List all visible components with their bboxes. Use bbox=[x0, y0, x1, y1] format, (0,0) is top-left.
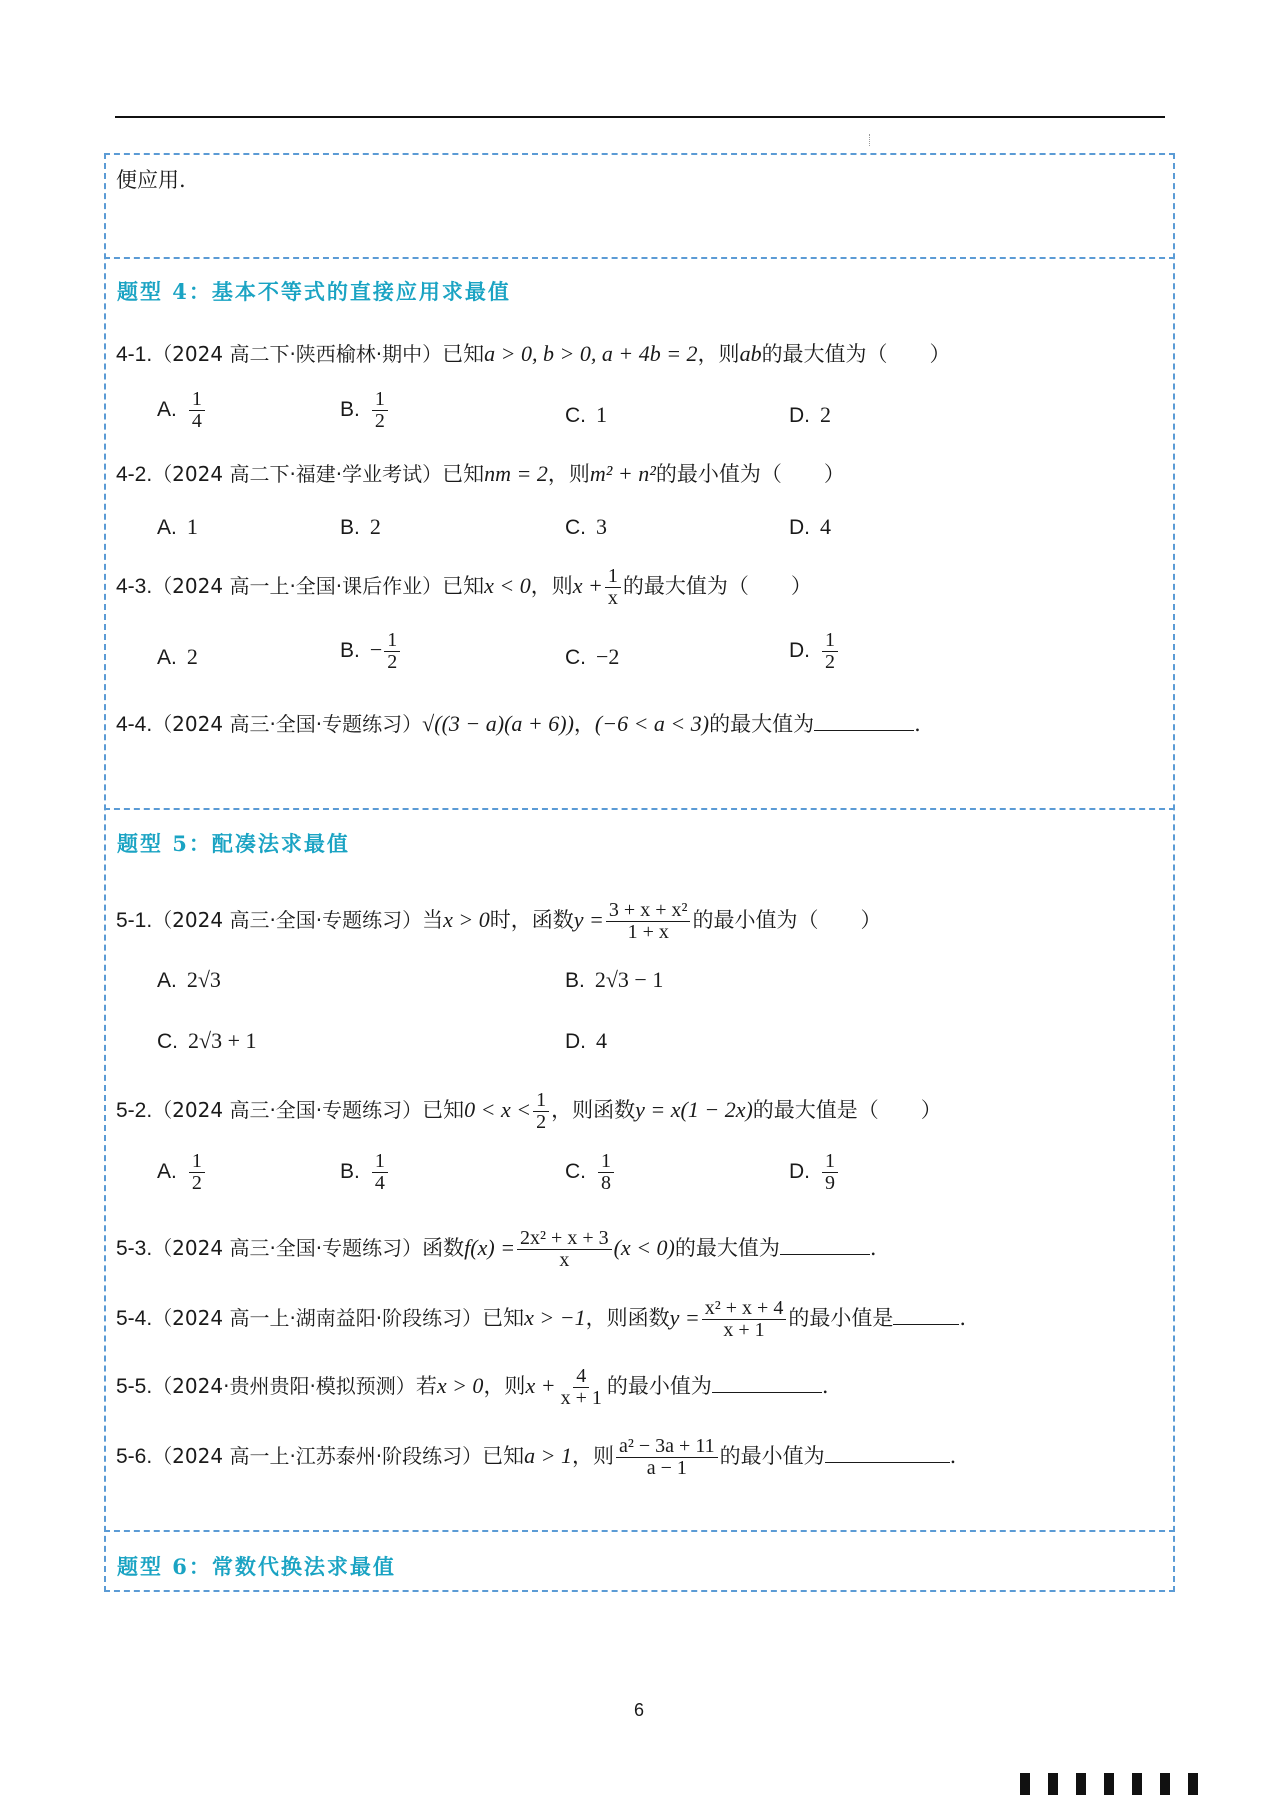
corner-mark bbox=[1188, 1773, 1198, 1795]
answer-blank bbox=[893, 1323, 959, 1325]
question-text: 若 bbox=[415, 1374, 437, 1398]
numerator: 4 bbox=[573, 1366, 589, 1388]
fraction bbox=[598, 1151, 614, 1194]
question-text: 的最小值为（ ） bbox=[692, 908, 882, 932]
denominator: 2 bbox=[191, 1172, 202, 1194]
denominator: 9 bbox=[825, 1172, 835, 1194]
denominator: x bbox=[559, 1249, 570, 1271]
fraction bbox=[372, 389, 388, 432]
question-number: 4-3. bbox=[116, 575, 153, 598]
option-b bbox=[565, 969, 663, 991]
option-b bbox=[340, 1151, 390, 1194]
option-value: −2 bbox=[596, 644, 620, 669]
option-c bbox=[565, 1151, 616, 1194]
question-text: 当 bbox=[422, 908, 444, 932]
fraction bbox=[822, 630, 838, 673]
expression: f(x) = bbox=[464, 1235, 516, 1260]
section-heading-6: 题型 6：常数代换法求最值 bbox=[117, 1554, 396, 1579]
question-source: （2024 高一上·湖南益阳·阶段练习） bbox=[152, 1306, 483, 1330]
question-5-5 bbox=[116, 1366, 829, 1409]
question-4-1 bbox=[116, 343, 951, 365]
question-number: 5-5. bbox=[116, 1375, 153, 1398]
option-label: B. bbox=[340, 398, 360, 421]
expression: x + bbox=[525, 1373, 556, 1398]
option-value: 1 bbox=[596, 402, 607, 427]
question-source: （2024 高一上·全国·课后作业） bbox=[152, 574, 443, 598]
option-label: C. bbox=[565, 516, 586, 539]
condition: (−6 < a < 3) bbox=[594, 711, 710, 736]
answer-blank bbox=[712, 1391, 822, 1393]
question-number: 4-2. bbox=[116, 463, 153, 486]
condition: a > 0, b > 0, a + 4b = 2 bbox=[484, 341, 698, 366]
page-number: 6 bbox=[634, 1700, 645, 1720]
question-text: ，则 bbox=[530, 574, 573, 598]
option-d bbox=[789, 630, 840, 673]
numerator: 1 bbox=[822, 1151, 838, 1173]
expression: ab bbox=[739, 341, 762, 366]
fraction bbox=[384, 630, 400, 673]
question-text: ，则函数 bbox=[585, 1306, 670, 1330]
option-b bbox=[340, 516, 381, 538]
option-d bbox=[789, 516, 831, 538]
denominator: x bbox=[607, 587, 618, 609]
condition: x > 0 bbox=[436, 1373, 484, 1398]
question-number: 5-2. bbox=[116, 1099, 153, 1122]
section-heading-4: 题型 4：基本不等式的直接应用求最值 bbox=[117, 279, 511, 304]
question-source: （2024 高三·全国·专题练习） bbox=[152, 712, 423, 736]
expression: x + bbox=[572, 573, 603, 598]
option-value: 2√3 − 1 bbox=[594, 967, 664, 992]
question-text: ，则 bbox=[547, 462, 590, 486]
question-text: 已知 bbox=[442, 462, 485, 486]
question-number: 4-4. bbox=[116, 713, 153, 736]
option-d bbox=[789, 1151, 840, 1194]
numerator: 3 + x + x² bbox=[606, 900, 691, 922]
numerator: 1 bbox=[189, 1151, 205, 1173]
question-text: 的最大值为 bbox=[674, 1236, 780, 1260]
option-value: 4 bbox=[820, 514, 831, 539]
option-label: A. bbox=[157, 398, 177, 421]
corner-mark bbox=[1160, 1773, 1170, 1795]
condition: a > 1 bbox=[524, 1443, 573, 1468]
fraction bbox=[702, 1298, 787, 1341]
option-label: A. bbox=[157, 969, 177, 992]
question-text: 的最大值为 bbox=[709, 712, 815, 736]
question-end: . bbox=[869, 1236, 877, 1260]
header-rule bbox=[115, 116, 1165, 118]
question-number: 4-1. bbox=[116, 343, 153, 366]
answer-blank bbox=[780, 1253, 870, 1255]
expression: y = bbox=[669, 1305, 700, 1330]
option-label: A. bbox=[157, 516, 177, 539]
question-text: 已知 bbox=[482, 1444, 525, 1468]
denominator: 1 + x bbox=[627, 921, 669, 943]
question-5-1 bbox=[116, 900, 881, 943]
numerator: 1 bbox=[822, 630, 838, 652]
question-text: 的最小值为 bbox=[719, 1444, 825, 1468]
fraction bbox=[822, 1151, 838, 1194]
condition: nm = 2 bbox=[484, 461, 548, 486]
numerator: 1 bbox=[605, 566, 621, 588]
option-a bbox=[157, 1151, 207, 1194]
condition: x < 0 bbox=[484, 573, 531, 598]
option-label: C. bbox=[565, 1160, 586, 1183]
denominator: 2 bbox=[387, 651, 398, 673]
question-text: 已知 bbox=[442, 342, 485, 366]
question-source: （2024 高三·全国·专题练习） bbox=[152, 1236, 423, 1260]
question-text: 函数 bbox=[422, 1236, 465, 1260]
option-label: A. bbox=[157, 1160, 177, 1183]
option-label: B. bbox=[340, 639, 360, 662]
denominator: 2 bbox=[536, 1111, 547, 1133]
option-c bbox=[565, 516, 607, 538]
corner-mark bbox=[1076, 1773, 1086, 1795]
expression: m² + n² bbox=[589, 461, 656, 486]
corner-mark bbox=[1020, 1773, 1030, 1795]
numerator: x² + x + 4 bbox=[702, 1298, 787, 1320]
question-text: 已知 bbox=[442, 574, 485, 598]
corner-mark bbox=[1132, 1773, 1142, 1795]
denominator: 8 bbox=[601, 1172, 611, 1194]
question-text: 的最大值是（ ） bbox=[752, 1098, 942, 1122]
fraction bbox=[616, 1436, 718, 1479]
option-label: D. bbox=[789, 516, 810, 539]
numerator: 1 bbox=[189, 389, 205, 411]
section-divider bbox=[104, 808, 1175, 810]
question-text: 的最大值为（ ） bbox=[761, 342, 951, 366]
numerator: 1 bbox=[384, 630, 400, 652]
corner-marks bbox=[1020, 1773, 1260, 1795]
question-number: 5-1. bbox=[116, 909, 153, 932]
question-4-3 bbox=[116, 566, 812, 609]
question-text: 时，函数 bbox=[489, 908, 574, 932]
fraction bbox=[189, 1151, 205, 1194]
question-number: 5-6. bbox=[116, 1445, 153, 1468]
option-label: D. bbox=[565, 1030, 586, 1053]
option-value: 4 bbox=[596, 1028, 607, 1053]
option-label: B. bbox=[340, 516, 360, 539]
question-text: ，则 bbox=[483, 1374, 526, 1398]
numerator: 1 bbox=[372, 389, 388, 411]
option-a bbox=[157, 389, 207, 432]
condition: (x < 0) bbox=[613, 1235, 675, 1260]
expression: y = x(1 − 2x) bbox=[635, 1097, 753, 1122]
section-divider bbox=[104, 1530, 1175, 1532]
question-source: （2024 高一上·江苏泰州·阶段练习） bbox=[152, 1444, 483, 1468]
question-source: （2024 高二下·福建·学业考试） bbox=[152, 462, 443, 486]
condition: x > −1 bbox=[524, 1305, 586, 1330]
option-label: B. bbox=[565, 969, 585, 992]
option-a bbox=[157, 646, 198, 668]
fraction bbox=[606, 900, 691, 943]
question-text: 的最小值是 bbox=[788, 1306, 894, 1330]
question-5-3 bbox=[116, 1228, 877, 1271]
question-number: 5-4. bbox=[116, 1307, 153, 1330]
question-text: 的最大值为（ ） bbox=[622, 574, 812, 598]
answer-blank bbox=[814, 729, 914, 731]
fraction bbox=[517, 1228, 612, 1271]
denominator: a − 1 bbox=[646, 1457, 687, 1479]
option-value: 2√3 bbox=[186, 967, 221, 992]
option-a bbox=[157, 516, 198, 538]
fraction bbox=[533, 1090, 549, 1133]
question-text: 已知 bbox=[422, 1098, 465, 1122]
denominator: x + 1 bbox=[560, 1387, 602, 1409]
question-text: 已知 bbox=[482, 1306, 525, 1330]
section-divider bbox=[104, 257, 1175, 259]
question-text: ， bbox=[573, 712, 595, 736]
question-number: 5-3. bbox=[116, 1237, 153, 1260]
question-end: . bbox=[959, 1306, 967, 1330]
expression: y = bbox=[573, 907, 604, 932]
question-5-4 bbox=[116, 1298, 966, 1341]
option-label: C. bbox=[157, 1030, 178, 1053]
option-value: 1 bbox=[186, 514, 198, 539]
fraction bbox=[372, 1151, 388, 1194]
option-d bbox=[789, 404, 831, 426]
option-sign: − bbox=[369, 637, 383, 662]
option-value: 2 bbox=[186, 644, 198, 669]
denominator: x + 1 bbox=[723, 1319, 765, 1341]
page-mark bbox=[869, 134, 871, 146]
numerator: 1 bbox=[533, 1090, 549, 1112]
numerator: 1 bbox=[598, 1151, 614, 1173]
numerator: a² − 3a + 11 bbox=[616, 1436, 718, 1458]
condition: 0 < x < bbox=[464, 1097, 532, 1122]
option-b bbox=[340, 389, 390, 432]
option-label: D. bbox=[789, 404, 810, 427]
denominator: 2 bbox=[374, 410, 385, 432]
question-4-2 bbox=[116, 463, 845, 485]
corner-mark bbox=[1104, 1773, 1114, 1795]
option-a bbox=[157, 969, 221, 991]
question-text: 的最小值为 bbox=[606, 1374, 712, 1398]
option-value: 2√3 + 1 bbox=[188, 1028, 257, 1053]
option-value: 2 bbox=[820, 402, 831, 427]
section-heading-5: 题型 5：配凑法求最值 bbox=[117, 831, 350, 856]
question-end: . bbox=[821, 1374, 829, 1398]
option-label: C. bbox=[565, 404, 586, 427]
expression: √((3 − a)(a + 6)) bbox=[422, 711, 574, 736]
denominator: 4 bbox=[374, 1172, 385, 1194]
option-value: 3 bbox=[596, 514, 607, 539]
option-b bbox=[340, 630, 402, 673]
question-source: （2024 高三·全国·专题练习） bbox=[152, 1098, 423, 1122]
option-label: B. bbox=[340, 1160, 360, 1183]
numerator: 2x² + x + 3 bbox=[517, 1228, 612, 1250]
option-c bbox=[565, 404, 607, 426]
option-label: D. bbox=[789, 1160, 810, 1183]
fraction bbox=[558, 1366, 605, 1409]
question-text: ，则 bbox=[572, 1444, 615, 1468]
option-value: 2 bbox=[369, 514, 381, 539]
question-source: （2024 高二下·陕西榆林·期中） bbox=[152, 342, 443, 366]
question-source: （2024 高三·全国·专题练习） bbox=[152, 908, 423, 932]
answer-blank bbox=[825, 1461, 950, 1463]
question-source: （2024·贵州贵阳·模拟预测） bbox=[152, 1374, 416, 1398]
question-end: . bbox=[949, 1444, 957, 1468]
condition: x > 0 bbox=[443, 907, 490, 932]
continuation-text: 便应用. bbox=[116, 168, 186, 192]
option-label: C. bbox=[565, 646, 586, 669]
question-4-4 bbox=[116, 713, 921, 735]
question-text: 的最小值为（ ） bbox=[655, 462, 845, 486]
option-c bbox=[565, 646, 619, 668]
fraction bbox=[189, 389, 205, 432]
denominator: 4 bbox=[191, 410, 202, 432]
denominator: 2 bbox=[825, 651, 835, 673]
option-c bbox=[157, 1030, 256, 1052]
question-5-6 bbox=[116, 1436, 956, 1479]
question-end: . bbox=[914, 712, 921, 736]
option-d bbox=[565, 1030, 607, 1052]
question-text: ，则 bbox=[697, 342, 740, 366]
option-label: D. bbox=[789, 639, 810, 662]
question-text: ，则函数 bbox=[551, 1098, 636, 1122]
question-5-2 bbox=[116, 1090, 942, 1133]
corner-mark bbox=[1048, 1773, 1058, 1795]
fraction bbox=[605, 566, 621, 609]
option-label: A. bbox=[157, 646, 177, 669]
numerator: 1 bbox=[372, 1151, 388, 1173]
